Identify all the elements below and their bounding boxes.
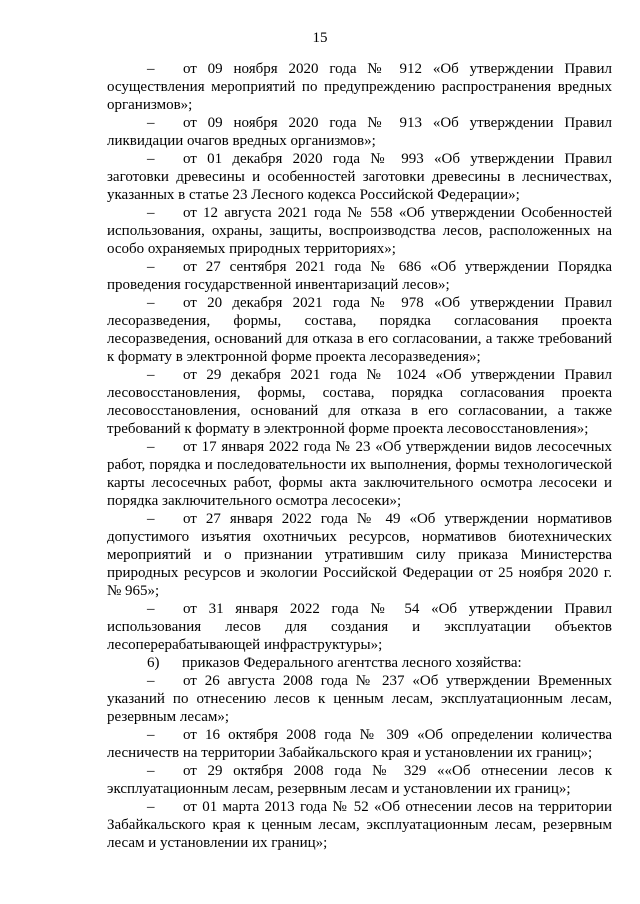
list-marker: – [147,367,155,383]
list-marker: – [147,151,155,167]
list-marker: – [147,205,155,221]
list-item-paragraph [107,672,612,726]
paragraph-text: от 31 января 2022 года № 54 «Об утверждении Правил использования лесов для создания и эксплуатации объектов лесоперерабатывающей инфраструктуры»; [107,601,612,653]
list-marker: – [147,295,155,311]
paragraph-text: от 20 декабря 2021 года № 978 «Об утверждении Правил лесоразведения, формы, состава, порядка согласования проекта лесоразведения, оснований для отказа в его согласовании, а также требований к формату в электронной форме проекта лесоразведения»; [107,295,612,365]
list-item-paragraph [107,258,612,294]
paragraph-text: от 29 декабря 2021 года № 1024 «Об утверждении Правил лесовосстановления, формы, состава, порядка согласования проекта лесовосстановления, оснований для отказа в его согласовании, а также требований к формату в электронной форме проекта лесовосстановления»; [107,367,612,437]
paragraph-text: от 01 марта 2013 года № 52 «Об отнесении лесов на территории Забайкальского края к ценным лесам, эксплуатационным лесам, резервным лесам и установлении их границ»; [107,799,612,851]
paragraph-text: от 09 ноября 2020 года № 913 «Об утверждении Правил ликвидации очагов вредных организмов»; [107,115,612,149]
paragraph-text: приказов Федерального агентства лесного хозяйства: [182,655,522,671]
list-item-paragraph [107,366,612,438]
list-item-paragraph [107,204,612,258]
list-item-paragraph [107,726,612,762]
list-item-paragraph [107,762,612,798]
paragraph-text: от 09 ноября 2020 года № 912 «Об утверждении Правил осуществления мероприятий по предупреждению распространения вредных организмов»; [107,61,612,113]
list-marker: 6) [147,655,160,671]
paragraph-text: от 17 января 2022 года № 23 «Об утверждении видов лесосечных работ, порядка и последовательности их выполнения, формы технологической карты лесосечных работ, формы акта заключительного осмотра лесосеки и порядка заключительного осмотра лесосеки»; [107,439,612,509]
page-number: 15 [312,30,328,46]
list-marker: – [147,259,155,275]
paragraph-text: от 01 декабря 2020 года № 993 «Об утверждении Правил заготовки древесины и особенностей заготовки древесины в лесничествах, указанных в статье 23 Лесного кодекса Российской Федерации»; [107,151,612,203]
list-item-paragraph [107,294,612,366]
list-item-paragraph [107,114,612,150]
list-marker: – [147,601,155,617]
list-heading-paragraph [107,654,612,672]
paragraph-text: от 27 января 2022 года № 49 «Об утверждении нормативов допустимого изъятия охотничьих ресурсов, нормативов биотехнических мероприятий и о признании утратившим силу приказа Министерства природных ресурсов и экологии Российской Федерации от 25 ноября 2020 г. № 965»; [107,511,612,599]
paragraph-text: от 26 августа 2008 года № 237 «Об утверждении Временных указаний по отнесению лесов к ценным лесам, эксплуатационным лесам, резервным лесам»; [107,673,612,725]
list-item-paragraph [107,60,612,114]
list-marker: – [147,439,155,455]
list-marker: – [147,115,155,131]
list-marker: – [147,61,155,77]
list-marker: – [147,511,155,527]
list-item-paragraph [107,600,612,654]
list-marker: – [147,727,155,743]
list-item-paragraph [107,150,612,204]
list-marker: – [147,799,155,815]
paragraph-text: от 16 октября 2008 года № 309 «Об определении количества лесничеств на территории Забайкальского края и установлении их границ»; [107,727,612,761]
paragraph-text: от 12 августа 2021 года № 558 «Об утверждении Особенностей использования, охраны, защиты, воспроизводства лесов, расположенных на особо охраняемых природных территориях»; [107,205,612,257]
list-item-paragraph [107,438,612,510]
paragraph-text: от 27 сентября 2021 года № 686 «Об утверждении Порядка проведения государственной инвентаризаций лесов»; [107,259,612,293]
paragraph-text: от 29 октября 2008 года № 329 ««Об отнесении лесов к эксплуатационным лесам, резервным лесам и установлении их границ»; [107,763,612,797]
list-item-paragraph [107,798,612,852]
document-body [107,60,612,852]
list-marker: – [147,763,155,779]
list-marker: – [147,673,155,689]
list-item-paragraph [107,510,612,600]
